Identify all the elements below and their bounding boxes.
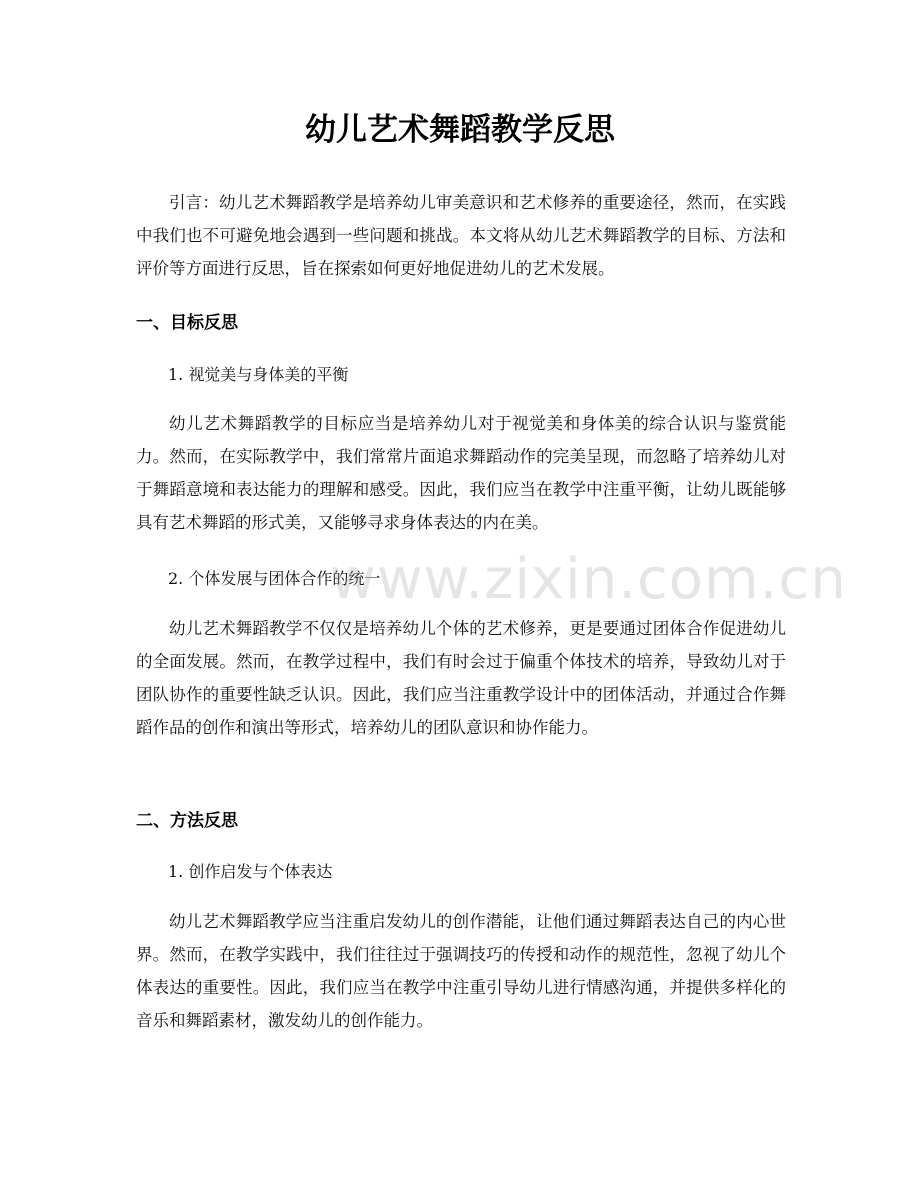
subheading-individual-team: 2. 个体发展与团体合作的统一: [168, 569, 381, 588]
paragraph-individual-team: 幼儿艺术舞蹈教学不仅仅是培养幼儿个体的艺术修养，更是要通过团体合作促进幼儿的全面发展。然而，在教学过程中，我们有时会过于偏重个体技术的培养，导致幼儿对于团队协作的重要性缺乏认识。因此，我们应当注重教学设计中的团体活动，并通过合作舞蹈作品的创作和演出等形式，培养幼儿的团队意识和协作能力。: [136, 619, 786, 737]
watermark-text: www.zixin.com.cn: [330, 547, 847, 612]
section-heading-goals: 一、目标反思: [136, 313, 238, 333]
intro-paragraph: 引言：幼儿艺术舞蹈教学是培养幼儿审美意识和艺术修养的重要途径，然而，在实践中我们也不可避免地会遇到一些问题和挑战。本文将从幼儿艺术舞蹈教学的目标、方法和评价等方面进行反思，旨在探索如何更好地促进幼儿的艺术发展。: [136, 193, 786, 278]
paragraph-visual-body-balance: 幼儿艺术舞蹈教学的目标应当是培养幼儿对于视觉美和身体美的综合认识与鉴赏能力。然而，在实际教学中，我们常常片面追求舞蹈动作的完美呈现，而忽略了培养幼儿对于舞蹈意境和表达能力的理解和感受。因此，我们应当在教学中注重平衡，让幼儿既能够具有艺术舞蹈的形式美，又能够寻求身体表达的内在美。: [136, 414, 786, 532]
section-heading-methods: 二、方法反思: [136, 811, 238, 831]
subheading-creative-expression: 1. 创作启发与个体表达: [168, 862, 333, 881]
subheading-visual-body-balance: 1. 视觉美与身体美的平衡: [168, 365, 349, 384]
document-title: 幼儿艺术舞蹈教学反思: [305, 112, 615, 148]
paragraph-creative-expression: 幼儿艺术舞蹈教学应当注重启发幼儿的创作潜能，让他们通过舞蹈表达自己的内心世界。然而，在教学实践中，我们往往过于强调技巧的传授和动作的规范性，忽视了幼儿个体表达的重要性。因此，我们应当在教学中注重引导幼儿进行情感沟通，并提供多样化的音乐和舞蹈素材，激发幼儿的创作能力。: [136, 912, 786, 1030]
